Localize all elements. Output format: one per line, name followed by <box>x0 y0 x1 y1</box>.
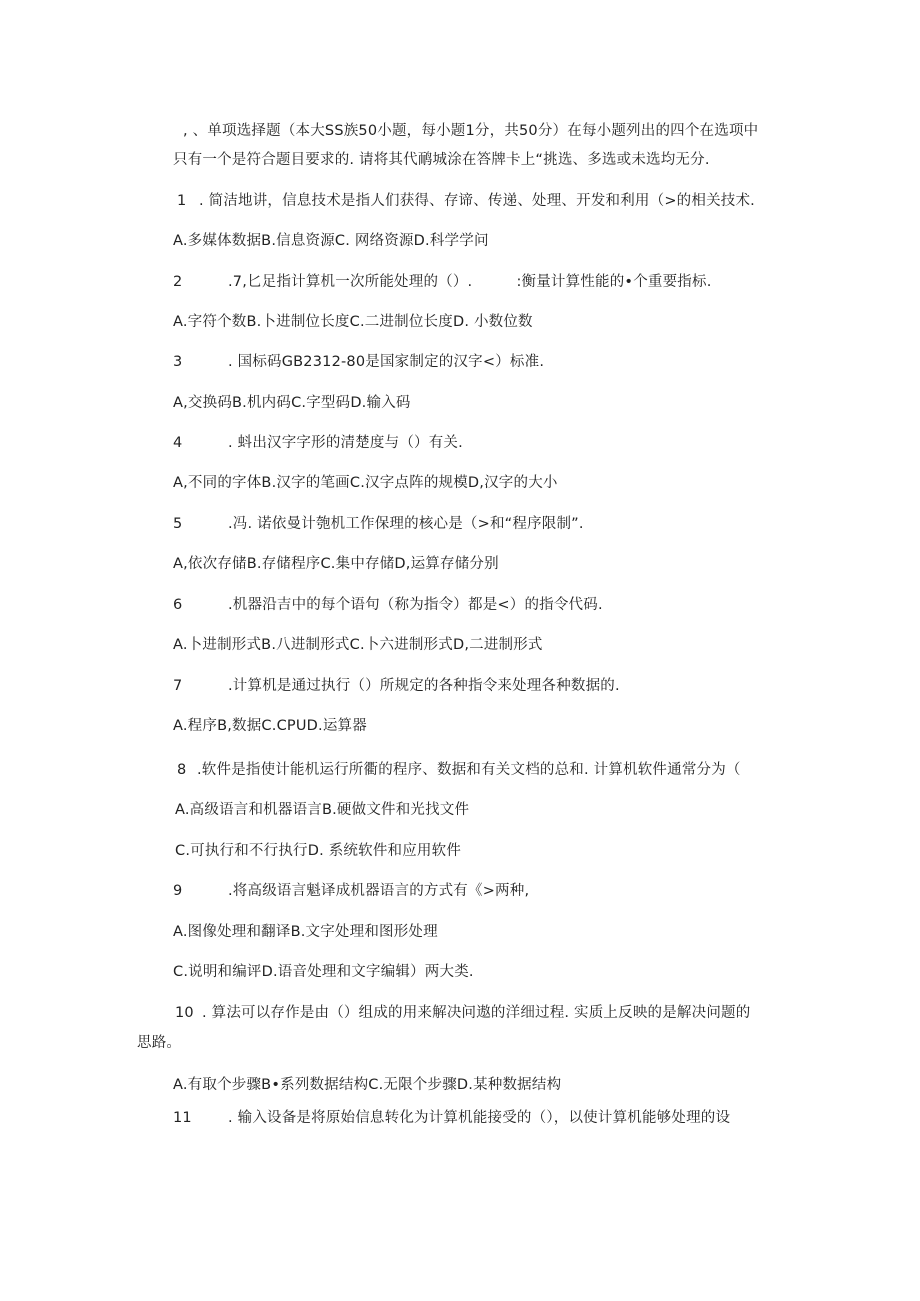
question-text: .将高级语言魁译成机器语言的方式有《>两种, <box>228 883 530 899</box>
question-options: A,交换码B.机内码C.字型码D.输入码 <box>173 395 411 411</box>
question-options: A.卜进制形式B.八进制形式C.卜六进制形式D,二进制形式 <box>173 637 543 653</box>
question-number: 2 <box>173 274 183 290</box>
intro-line-1: , 、单项选择题（本大SS族50小题，每小题1分，共50分）在每小题列出的四个在选项中 <box>183 123 759 139</box>
question-options: A.多媒体数据B.信息资源C. 网络资源D.科学学问 <box>173 233 489 249</box>
question-text: .软件是指使计能机运行所衢的程序、数据和有关文档的总和. 计算机软件通常分为（ <box>197 762 741 778</box>
question-text: . 算法可以存作是由（）组成的用来解决问遨的洋细过程. 实质上反映的是解决问题的 <box>202 1005 751 1021</box>
question-number: 10 <box>175 1005 194 1021</box>
question-number: 3 <box>173 354 183 370</box>
question-options: A.有取个步骤B•系列数据结构C.无限个步骤D.某种数据结构 <box>173 1077 562 1093</box>
question-text: .7,匕足指计算机一次所能处理的（）. :衡量计算性能的•个重要指标. <box>228 274 712 290</box>
question-text: . 简洁地讲，信息技术是指人们获得、存谛、传递、处理、开发和利用（>的相关技术. <box>199 193 755 209</box>
question-options: A.程序B,数据C.CPUD.运算器 <box>173 718 367 734</box>
question-number: 4 <box>173 435 183 451</box>
question-options: A.图像处理和翻译B.文字处理和图形处理 <box>173 924 438 940</box>
question-options: C.可执行和不行执行D. 系统软件和应用软件 <box>175 843 462 859</box>
question-text: . 国标码GB2312-80是国家制定的汉字<）标准. <box>228 354 545 370</box>
question-options: A.高级语言和机器语言B.硬做文件和光找文件 <box>175 802 470 818</box>
question-text: .冯. 诺依曼计匏机工作保理的核心是（>和“程序限制”. <box>228 516 584 532</box>
question-text: . 蚪出汉字字形的清楚度与（）有关. <box>228 435 463 451</box>
question-text: .计算机是通过执行（）所规定的各种指令来处理各种数据的. <box>228 678 620 694</box>
question-number: 1 <box>177 193 187 209</box>
question-options: A,依次存储B.存储程序C.集中存储D,运算存储分别 <box>173 556 499 572</box>
question-number: 7 <box>173 678 183 694</box>
question-text: .机器沿吉中的每个语句（称为指令）都是<）的指令代码. <box>228 597 603 613</box>
question-text-continued: 思路。 <box>137 1035 182 1051</box>
question-text: . 输入设备是将原始信息转化为计算机能接受的（），以使计算机能够处理的设 <box>228 1110 731 1126</box>
question-number: 8 <box>177 762 187 778</box>
question-options: A,不同的字体B.汉字的笔画C.汉字点阵的规模D,汉字的大小 <box>173 475 558 491</box>
question-number: 11 <box>173 1110 192 1126</box>
question-number: 5 <box>173 516 183 532</box>
question-number: 9 <box>173 883 183 899</box>
question-number: 6 <box>173 597 183 613</box>
intro-line-2: 只有一个是符合题目要求的. 请将其代鸸城涂在答牌卡上“挑选、多选或未选均无分. <box>173 152 710 168</box>
question-options: A.字符个数B.卜进制位长度C.二进制位长度D. 小数位数 <box>173 314 533 330</box>
question-options: C.说明和编评D.语音处理和文字编辑）两大类. <box>173 964 474 980</box>
